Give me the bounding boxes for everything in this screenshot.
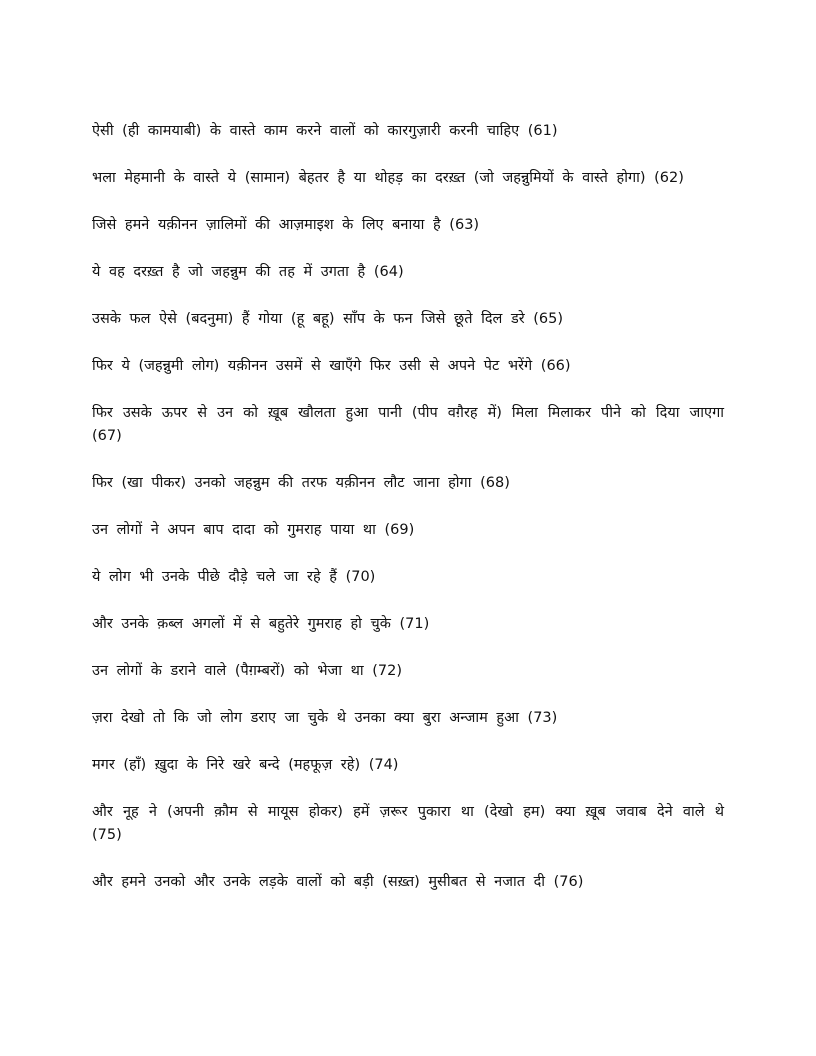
verse-72: उन लोगों के डराने वाले (पैग़म्बरों) को भेजा था (72) bbox=[92, 663, 403, 679]
verse-64: ये वह दरख़्त है जो जहन्नुम की तह में उगता है (64) bbox=[92, 264, 404, 280]
verse-70: ये लोग भी उनके पीछे दौड़े चले जा रहे हैं (70) bbox=[92, 569, 376, 585]
verse-73: ज़रा देखो तो कि जो लोग डराए जा चुके थे उनका क्या बुरा अन्जाम हुआ (73) bbox=[92, 710, 558, 726]
verse-66: फिर ये (जहन्नुमी लोग) यक़ीनन उसमें से खाएँगे फिर उसी से अपने पेट भरेंगे (66) bbox=[92, 358, 571, 374]
verse-68: फिर (खा पीकर) उनको जहन्नुम की तरफ यक़ीनन लौट जाना होगा (68) bbox=[92, 475, 510, 491]
verse-71: और उनके क़ब्ल अगलों में से बहुतेरे गुमराह हो चुके (71) bbox=[92, 616, 430, 632]
verse-67: फिर उसके ऊपर से उन को ख़ूब खौलता हुआ पानी (पीप वगै़रह में) मिला मिलाकर पीने को दिया जाएगा (67) bbox=[92, 405, 724, 444]
verse-61: ऐसी (ही कामयाबी) के वास्ते काम करने वालों को कारगुज़ारी करनी चाहिए (61) bbox=[92, 123, 558, 139]
verse-69: उन लोगों ने अपन बाप दादा को गुमराह पाया था (69) bbox=[92, 522, 415, 538]
verse-65: उसके फल ऐसे (बदनुमा) हैं गोया (हू बहू) साँप के फन जिसे छूते दिल डरे (65) bbox=[92, 311, 564, 327]
verse-75: और नूह ने (अपनी क़ौम से मायूस होकर) हमें ज़रूर पुकारा था (देखो हम) क्या ख़ूब जवाब देने वाले थे (75) bbox=[92, 804, 724, 843]
verse-63: जिसे हमने यक़ीनन ज़ालिमों की आज़माइश के लिए बनाया है (63) bbox=[92, 217, 480, 233]
verse-74: मगर (हाँ) ख़ुदा के निरे खरे बन्दे (महफूज़ रहे) (74) bbox=[92, 757, 399, 773]
verse-list bbox=[92, 120, 724, 918]
verse-62: भला मेहमानी के वास्ते ये (सामान) बेहतर है या थोहड़ का दरख़्त (जो जहन्नुमियों के वास्ते होगा) (62) bbox=[92, 170, 684, 186]
verse-76: और हमने उनको और उनके लड़के वालों को बड़ी (सख़्त) मुसीबत से नजात दी (76) bbox=[92, 874, 584, 890]
